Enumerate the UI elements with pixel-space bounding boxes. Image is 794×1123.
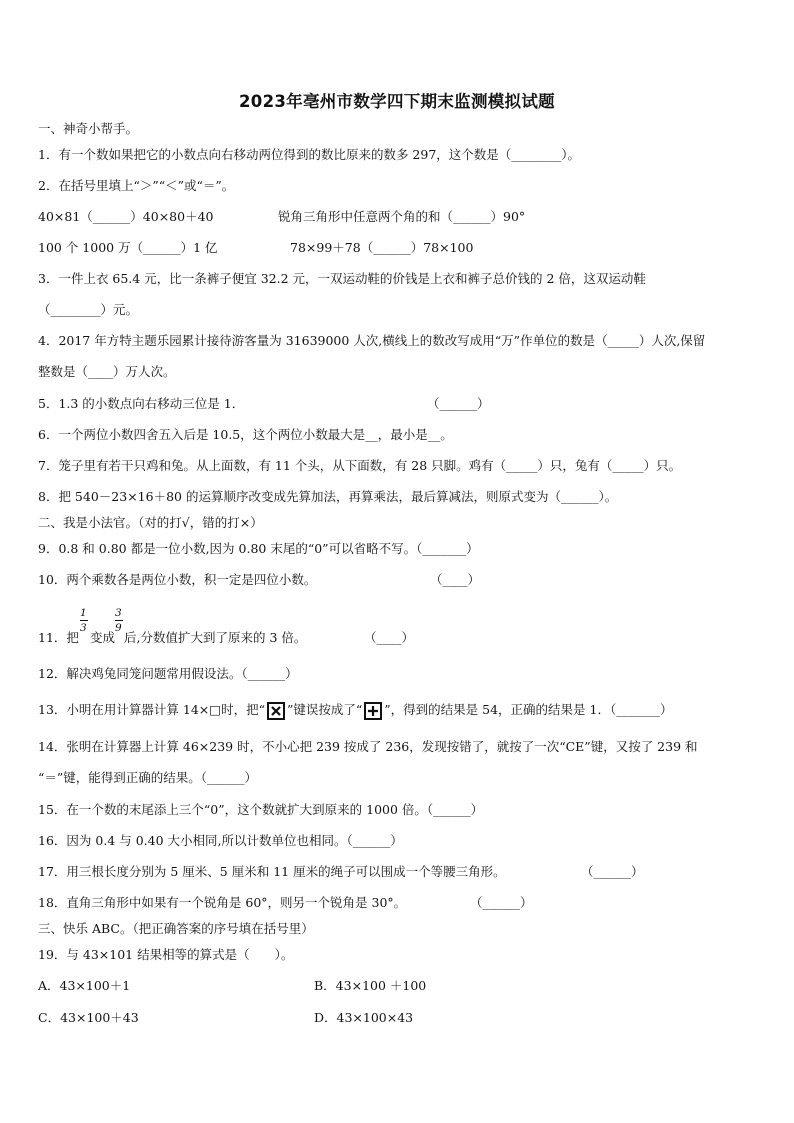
question-15: 15．在一个数的末尾添上三个“0”，这个数就扩大到原来的 1000 倍。（______） (38, 802, 484, 817)
question-5-blank: （______） (427, 396, 490, 411)
question-14-line1: 14．张明在计算器上计算 46×239 时，不小心把 239 按成了 236，发现按错了，就按了一次“CE”键，又按了 239 和 (38, 739, 698, 754)
question-11-middle: 变成 (90, 630, 116, 645)
question-13-suffix: ”，得到的结果是 54，正确的结果是 1．（_______） (384, 702, 673, 717)
question-13 (38, 702, 672, 720)
option-d: D．43×100×43 (314, 1010, 414, 1025)
question-2b: 锐角三角形中任意两个角的和（______）90° (278, 209, 526, 224)
question-17: 17．用三根长度分别为 5 厘米、5 厘米和 11 厘米的绳子可以围成一个等腰三角形。 (38, 864, 506, 879)
section-heading-2: 二、我是小法官。（对的打√，错的打×） (38, 515, 263, 530)
section-heading-1: 一、神奇小帮手。 (38, 121, 139, 136)
question-3-line1: 3．一件上衣 65.4 元，比一条裤子便宜 32.2 元，一双运动鞋的价钱是上衣和裤子总价钱的 2 倍，这双运动鞋 (38, 271, 646, 286)
question-14-line2: “＝”键，能得到正确的结果。（______） (38, 770, 258, 785)
section-heading-3: 三、快乐 ABC。（把正确答案的序号填在括号里） (38, 921, 314, 936)
question-7: 7．笼子里有若干只鸡和兔。从上面数，有 11 个头，从下面数，有 28 只脚。鸡有（_____）只，兔有（_____）只。 (38, 458, 682, 473)
question-17-blank: （______） (581, 864, 644, 879)
question-18-blank: （______） (470, 895, 533, 910)
question-10-blank: （____） (430, 572, 481, 587)
fraction-numerator: 1 (80, 607, 87, 619)
question-2: 2．在括号里填上“＞”“＜”或“＝”。 (38, 178, 235, 193)
question-6: 6．一个两位小数四舍五入后是 10.5，这个两位小数最大是__，最小是__。 (38, 427, 453, 442)
option-c: C．43×100＋43 (38, 1010, 139, 1025)
plus-key-icon (364, 702, 382, 720)
question-11-suffix: 后,分数值扩大到了原来的 3 倍。 (124, 630, 307, 645)
fraction-denominator: 3 (80, 622, 87, 634)
question-3-line2: （________）元。 (38, 302, 139, 317)
page-title: 2023年亳州市数学四下期末监测模拟试题 (239, 92, 555, 111)
fraction-1-3 (80, 607, 88, 634)
question-16: 16．因为 0.4 与 0.40 大小相同,所以计数单位也相同。（______） (38, 833, 403, 848)
question-13-middle: ”键误按成了“ (286, 702, 363, 717)
option-a: A．43×100＋1 (38, 978, 131, 993)
fraction-denominator: 9 (115, 622, 122, 634)
question-13-prefix: 13．小明在用计算器计算 14×□时，把“ (38, 702, 265, 717)
question-9: 9．0.8 和 0.80 都是一位小数,因为 0.80 末尾的“0”可以省略不写。（_______） (38, 541, 479, 556)
question-12: 12．解决鸡兔同笼问题常用假设法。（______） (38, 666, 298, 681)
question-2a: 40×81（______）40×80＋40 (38, 209, 214, 224)
question-19: 19．与 43×101 结果相等的算式是（ ）。 (38, 947, 294, 962)
question-4-line2: 整数是（____）万人次。 (38, 364, 176, 379)
fraction-3-9 (115, 607, 123, 634)
question-1: 1．有一个数如果把它的小数点向右移动两位得到的数比原来的数多 297，这个数是（________）。 (38, 147, 581, 162)
multiply-key-icon (267, 702, 285, 720)
question-18: 18．直角三角形中如果有一个锐角是 60°，则另一个锐角是 30°。 (38, 895, 407, 910)
option-b: B．43×100 ＋100 (314, 978, 427, 993)
question-4-line1: 4．2017 年方特主题乐园累计接待游客量为 31639000 人次,横线上的数改写成用“万”作单位的数是（_____）人次,保留 (38, 333, 706, 348)
question-5: 5．1.3 的小数点向右移动三位是 1． (38, 396, 245, 411)
question-10: 10．两个乘数各是两位小数，积一定是四位小数。 (38, 572, 317, 587)
question-2c: 100 个 1000 万（______）1 亿 (38, 240, 218, 255)
question-11-blank: （____） (364, 630, 415, 645)
fraction-numerator: 3 (115, 607, 122, 619)
question-11-prefix: 11．把 (38, 630, 79, 645)
question-2d: 78×99＋78（______）78×100 (290, 240, 474, 255)
question-8: 8．把 540－23×16＋80 的运算顺序改变成先算加法，再算乘法，最后算减法，则原式变为（______）。 (38, 489, 618, 504)
